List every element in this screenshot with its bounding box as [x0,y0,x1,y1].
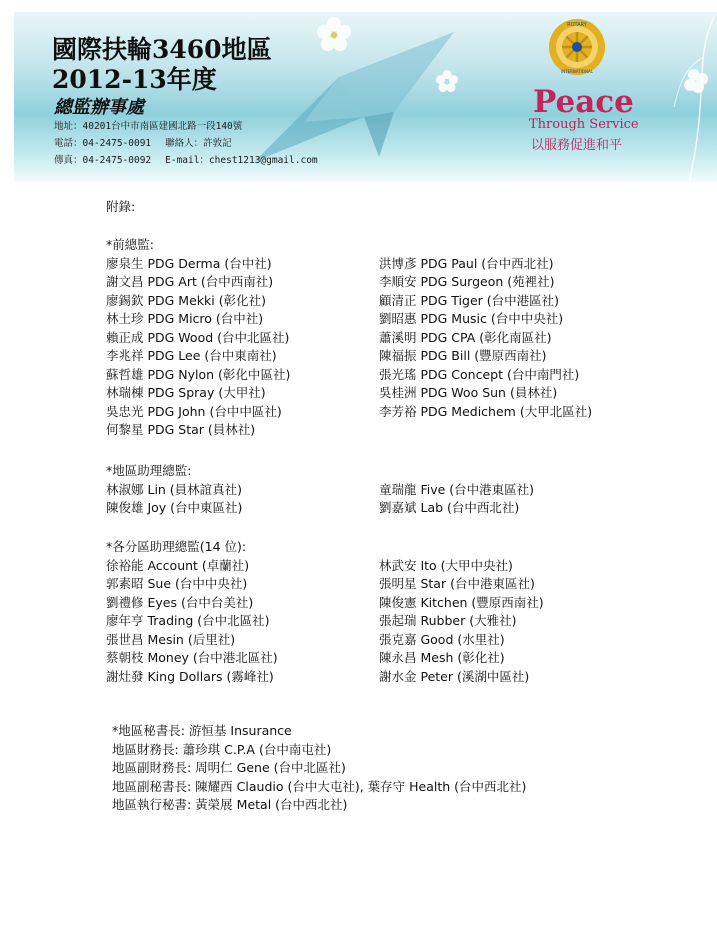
officer-line: 地區執行秘書: 黃榮展 Metal (台中西北社) [112,797,348,812]
district-lt-governors-section [106,462,666,518]
list-item: 賴正成 PDG Wood (台中北區社) [106,329,290,345]
list-item: 陳福振 PDG Bill (豐原西南社) [379,348,547,363]
list-item: 蕭溪明 PDG CPA (彰化南區社) [379,329,552,345]
list-item: 張光瑤 PDG Concept (台中南門社) [379,366,580,382]
list-item: 張克嘉 Good (水里社) [379,631,505,647]
list-item: 陳永昌 Mesh (彰化社) [379,650,505,665]
list-item: 廖泉生 PDG Derma (台中社) [106,255,272,271]
list-item: 謝文昌 PDG Art (台中西南社) [106,274,274,289]
peace-heading: Peace [533,84,634,120]
flower-icon [314,14,354,54]
district-lt-right-column [379,481,534,518]
section-heading: *地區助理總監: [106,463,192,478]
past-governors-section [106,236,666,440]
email-text: E-mail：chest1213@gmail.com [165,155,318,166]
list-item: 李順安 PDG Surgeon (苑裡社) [379,274,555,289]
list-item: 張明星 Star (台中港東區社) [379,576,535,591]
list-item: 李芳裕 PDG Medichem (大甲北區社) [379,403,593,419]
logo-text-bottom: INTERNATIONAL [560,69,594,74]
officer-line: *地區秘書長: 游恒基 Insurance [112,723,292,738]
list-item: 謝水金 Peter (溪湖中區社) [379,668,530,684]
branch-decoration-icon [664,17,717,182]
slogan-text: 以服務促進和平 [531,138,623,153]
section-heading: *各分區助理總監(14 位): [106,539,247,554]
list-item: 林瑞棟 PDG Spray (大甲社) [106,385,266,400]
list-item: 謝灶發 King Dollars (霧峰社) [106,668,274,684]
logo-text-top: ROTARY [567,22,587,28]
list-item: 陳俊雄 Joy (台中東區社) [106,500,243,515]
list-item: 林武安 Ito (大甲中央社) [379,557,513,573]
past-governors-right-column [379,255,592,422]
list-item: 劉昭惠 PDG Music (台中中央社) [379,311,564,326]
list-item: 蘇哲雄 PDG Nylon (彰化中區社) [106,366,291,382]
list-item: 何黎星 PDG Star (員林社) [106,422,256,437]
list-item: 徐裕能 Account (卓蘭社) [106,557,250,573]
list-item: 劉禮修 Eyes (台中台美社) [106,594,254,610]
list-item: 李兆祥 PDG Lee (台中東南社) [106,348,277,363]
list-item: 張起瑞 Rubber (大雅社) [379,613,517,628]
office-title: 總監辦事處 [54,97,144,118]
list-item: 吳桂洲 PDG Woo Sun (員林社) [379,385,558,400]
list-item: 童瑞龍 Five (台中港東區社) [379,481,535,497]
phone-text: 電話：04-2475-0091 [54,138,152,149]
list-item: 洪博彥 PDG Paul (台中西北社) [379,255,554,271]
list-item: 顧清正 PDG Tiger (台中港區社) [379,292,560,308]
list-item: 劉嘉斌 Lab (台中西北社) [379,500,520,515]
officer-line: 地區副秘書長: 陳耀西 Claudio (台中大屯社), 葉存守 Health (台中西北社) [112,778,527,794]
district-officers-section [112,722,672,815]
officer-line: 地區財務長: 蕭珍琪 C.P.A (台中南屯社) [112,741,332,757]
area-assistant-right-column [379,557,544,687]
officer-line: 地區副財務長: 周明仁 Gene (台中北區社) [112,760,346,775]
list-item: 林淑娜 Lin (員林誼真社) [106,481,243,497]
paper-crane-icon [244,22,464,172]
list-item: 張世昌 Mesin (后里社) [106,631,236,647]
list-item: 廖錫欽 PDG Mekki (彰化社) [106,292,266,308]
area-assistant-governors-section [106,538,666,686]
district-title: 國際扶輪3460地區 [52,35,272,64]
list-item: 蔡朝枝 Money (台中港北區社) [106,650,278,665]
list-item: 廖年亨 Trading (台中北區社) [106,613,270,628]
header-banner [14,12,717,182]
list-item: 吳忠光 PDG John (台中中區社) [106,403,282,419]
list-item: 林土珍 PDG Micro (台中社) [106,311,264,326]
address-line: 地址：40201台中市南區建國北路一段140號 [54,121,243,132]
phone-contact-line [54,135,246,149]
through-service-text: Through Service [529,117,639,132]
list-item: 郭素昭 Sue (台中中央社) [106,576,248,591]
section-heading: *前總監: [106,237,154,252]
rotary-wheel-logo [547,16,607,80]
fax-email-line [54,152,332,166]
fax-text: 傳真：04-2475-0092 [54,155,152,166]
flower-icon [434,68,460,94]
appendix-label: 附錄: [106,199,136,214]
contact-text: 聯絡人：許敦記 [165,138,232,149]
list-item: 陳俊憲 Kitchen (豐原西南社) [379,594,544,610]
year-title: 2012-13年度 [52,65,217,94]
